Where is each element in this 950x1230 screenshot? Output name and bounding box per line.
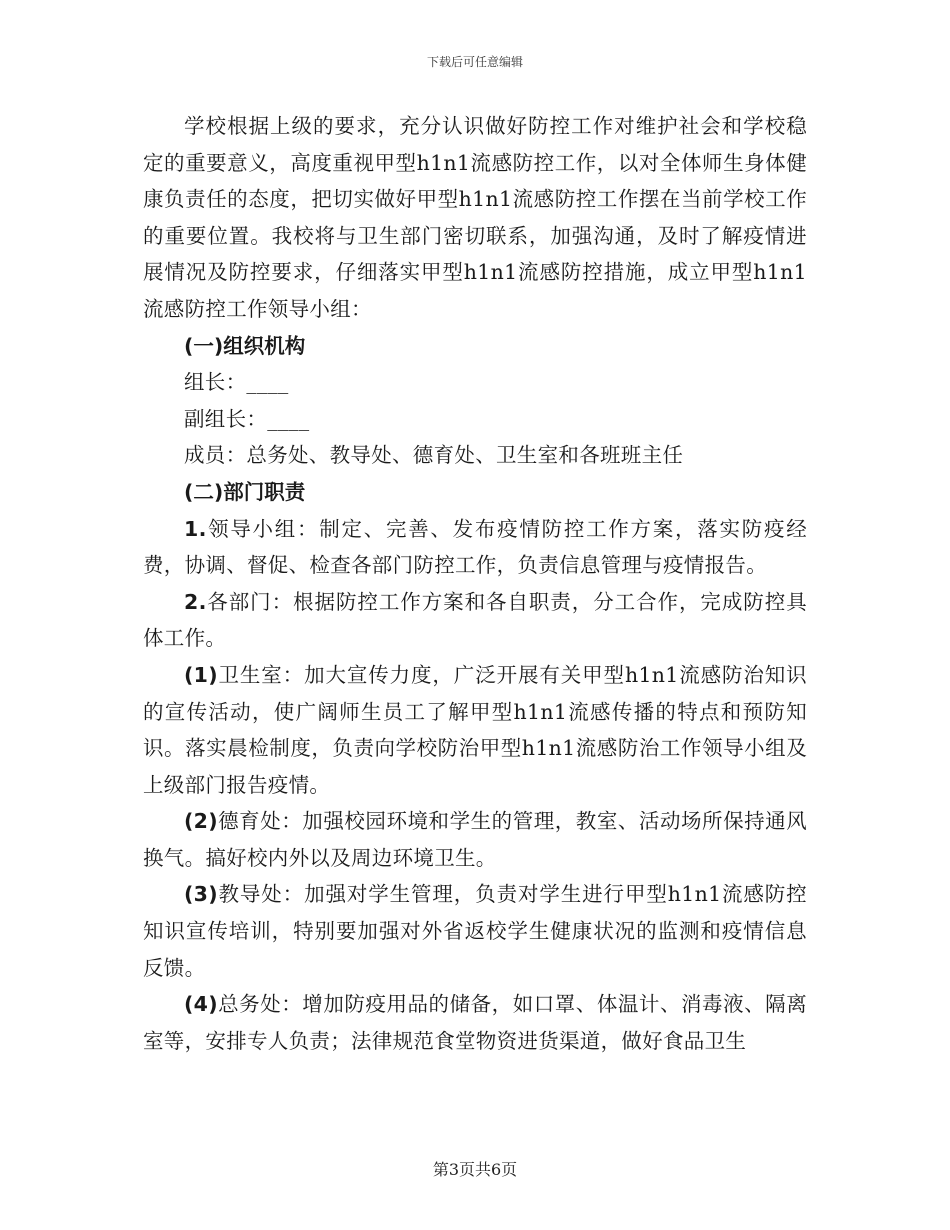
sub-item-2-text: 德育处：加强校园环境和学生的管理，教室、活动场所保持通风换气。搞好校内外以及周边环境卫生。 — [143, 809, 807, 870]
deputy-leader-line: 副组长：____ — [184, 406, 310, 431]
leader-line: 组长：____ — [184, 370, 289, 395]
duty-item-1-text: 领导小组：制定、完善、发布疫情防控工作方案，落实防疫经费，协调、督促、检查各部门防控工作，负责信息管理与疫情报告。 — [143, 516, 807, 578]
duty-item-2-number: 2. — [184, 589, 207, 614]
sub-item-4-text: 总务处：增加防疫用品的储备，如口罩、体温计、消毒液、隔离室等，安排专人负责；法律规范食堂物资进货渠道，做好食品卫生 — [143, 992, 807, 1053]
members-line: 成员：总务处、教导处、德育处、卫生室和各班班主任 — [184, 443, 684, 468]
duty-item-2 — [143, 584, 807, 657]
duty-item-1-number: 1. — [184, 516, 207, 541]
sub-item-3-number: (3) — [184, 882, 218, 907]
sub-item-4 — [143, 986, 807, 1059]
duty-item-2-text: 各部门：根据防控工作方案和各自职责，分工合作，完成防控具体工作。 — [143, 589, 807, 651]
sub-item-1 — [143, 657, 807, 803]
sub-item-3-text: 教导处：加强对学生管理，负责对学生进行甲型h1n1流感防控知识宣传培训，特别要加强对外省返校学生健康状况的监测和疫情信息反馈。 — [143, 882, 807, 980]
duty-item-1 — [143, 511, 807, 584]
page-number-footer: 第3页共6页 — [432, 1160, 518, 1179]
sub-item-1-text: 卫生室：加大宣传力度，广泛开展有关甲型h1n1流感防治知识的宣传活动，使广阔师生员工了解甲型h1n1流感传播的特点和预防知识。落实晨检制度，负责向学校防治甲型h1n1流感防治工作领导小组及上级部门报告疫情。 — [143, 662, 807, 797]
sub-item-4-number: (4) — [184, 992, 218, 1017]
sub-item-2-number: (2) — [184, 809, 218, 834]
document-body — [143, 108, 807, 1059]
sub-item-2 — [143, 803, 807, 876]
section-heading-duties: (二)部门职责 — [184, 479, 306, 504]
header-note: 下载后可任意编辑 — [426, 55, 523, 69]
intro-paragraph: 学校根据上级的要求，充分认识做好防控工作对维护社会和学校稳定的重要意义，高度重视甲型h1n1流感防控工作，以对全体师生身体健康负责任的态度，把切实做好甲型h1n1流感防控工作摆在当前学校工作的重要位置。我校将与卫生部门密切联系，加强沟通，及时了解疫情进展情况及防控要求，仔细落实甲型h1n1流感防控措施，成立甲型h1n1流感防控工作领导小组： — [143, 114, 807, 321]
section-heading-organization: (一)组织机构 — [184, 333, 306, 358]
sub-item-1-number: (1) — [184, 662, 218, 687]
sub-item-3 — [143, 876, 807, 986]
